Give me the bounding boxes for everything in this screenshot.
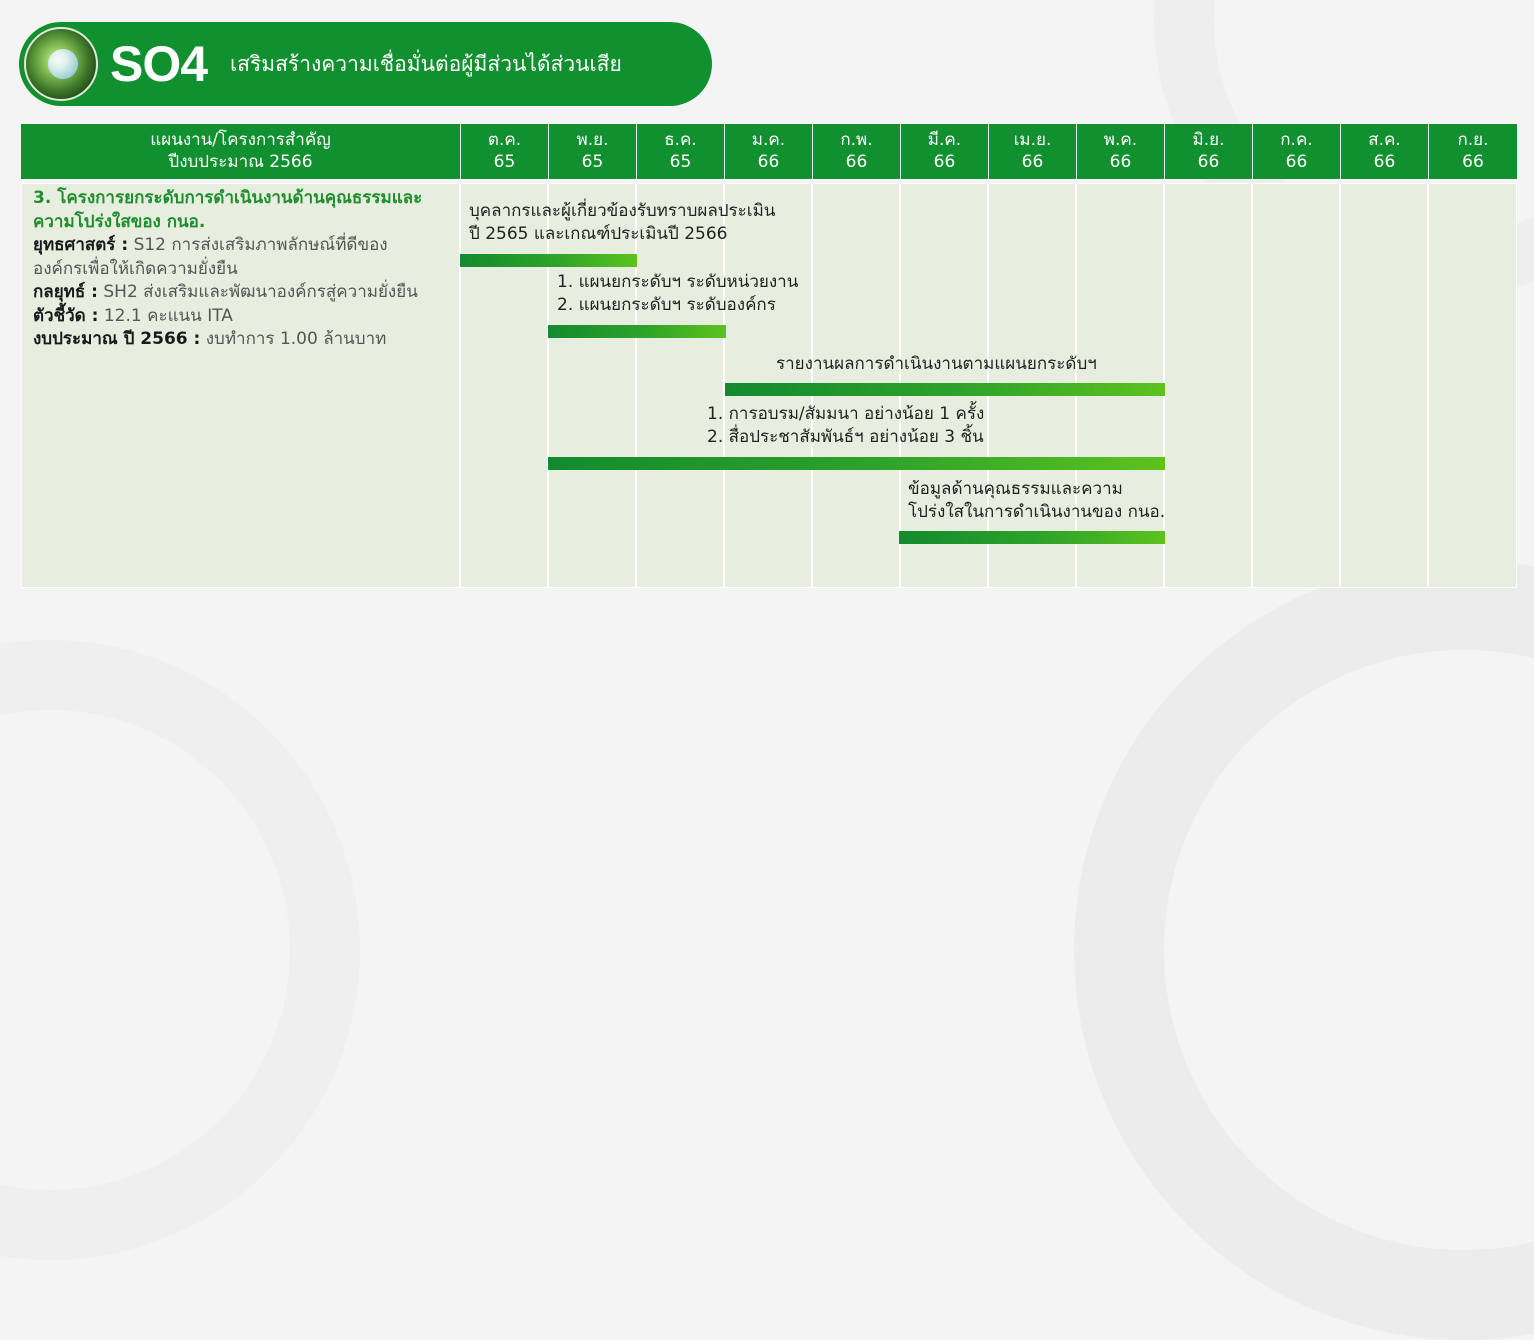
month-header: มี.ค. 66 bbox=[927, 130, 962, 172]
budget-value: งบทำการ 1.00 ล้านบาท bbox=[205, 329, 387, 349]
kpi-row bbox=[33, 305, 453, 329]
strategy-label: ยุทธศาสตร์ : bbox=[33, 235, 129, 255]
activity-bar bbox=[460, 254, 637, 267]
month-header: ต.ค. 65 bbox=[487, 130, 522, 172]
month-header: ก.ย. 66 bbox=[1457, 130, 1489, 172]
strategy-value: องค์กรเพื่อให้เกิดความยั่งยืน bbox=[33, 258, 238, 279]
plan-header-line2: ปีงบประมาณ 2566 bbox=[168, 152, 313, 172]
month-header: พ.ย. 65 bbox=[576, 130, 609, 172]
activity-bar bbox=[899, 531, 1165, 544]
month-header: มิ.ย. 66 bbox=[1192, 130, 1225, 172]
strategy-value: S12 การส่งเสริมภาพลักษณ์ที่ดีของ bbox=[133, 235, 388, 255]
background-decoration bbox=[0, 640, 360, 1260]
activity-bar bbox=[548, 457, 1165, 470]
activity-bar bbox=[725, 383, 1165, 396]
activity-label: 1. การอบรม/สัมมนา อย่างน้อย 1 ครั้ง 2. สื่อประชาสัมพันธ์ฯ อย่างน้อย 3 ชิ้น bbox=[707, 404, 985, 447]
month-header: ส.ค. 66 bbox=[1368, 130, 1401, 172]
month-header: พ.ค. 66 bbox=[1103, 130, 1138, 172]
month-header: ก.ค. 66 bbox=[1280, 130, 1313, 172]
strategy-row bbox=[33, 234, 453, 281]
month-header: เม.ย. 66 bbox=[1013, 130, 1052, 172]
activity-label: บุคลากรและผู้เกี่ยวข้องรับทราบผลประเมิน ปี 2565 และเกณฑ์ประเมินปี 2566 bbox=[469, 201, 776, 244]
month-header: ธ.ค. 65 bbox=[664, 130, 697, 172]
activity-bar bbox=[548, 325, 726, 338]
kpi-label: ตัวชี้วัด : bbox=[33, 305, 99, 326]
objective-title: เสริมสร้างความเชื่อมั่นต่อผู้มีส่วนได้ส่วนเสีย bbox=[230, 52, 622, 76]
plan-column-header bbox=[21, 124, 460, 179]
activity-label: ข้อมูลด้านคุณธรรมและความ โปร่งใสในการดำเนินงานของ กนอ. bbox=[908, 479, 1166, 522]
table-header bbox=[21, 124, 1517, 179]
project-description bbox=[33, 187, 453, 352]
plan-header-line1: แผนงาน/โครงการสำคัญ bbox=[150, 130, 331, 150]
budget-row bbox=[33, 328, 453, 352]
month-header: ก.พ. 66 bbox=[840, 130, 873, 172]
tactic-value: SH2 ส่งเสริมและพัฒนาองค์กรสู่ความยั่งยืน bbox=[103, 282, 418, 302]
tactic-label: กลยุทธ์ : bbox=[33, 282, 98, 302]
month-header: ม.ค. 66 bbox=[751, 130, 786, 172]
activity-label: รายงานผลการดำเนินงานตามแผนยกระดับฯ bbox=[776, 354, 1097, 374]
activity-label: 1. แผนยกระดับฯ ระดับหน่วยงาน 2. แผนยกระดับฯ ระดับองค์กร bbox=[557, 272, 799, 315]
objective-code: SO4 bbox=[110, 36, 208, 92]
project-title: 3. โครงการยกระดับการดำเนินงานด้านคุณธรรมและ ความโปร่งใสของ กนอ. bbox=[33, 188, 423, 232]
globe-leaf-icon bbox=[24, 27, 98, 101]
kpi-value: 12.1 คะแนน ITA bbox=[103, 305, 233, 326]
background-decoration bbox=[1074, 560, 1534, 1340]
tactic-row bbox=[33, 281, 453, 305]
budget-label: งบประมาณ ปี 2566 : bbox=[33, 329, 201, 349]
